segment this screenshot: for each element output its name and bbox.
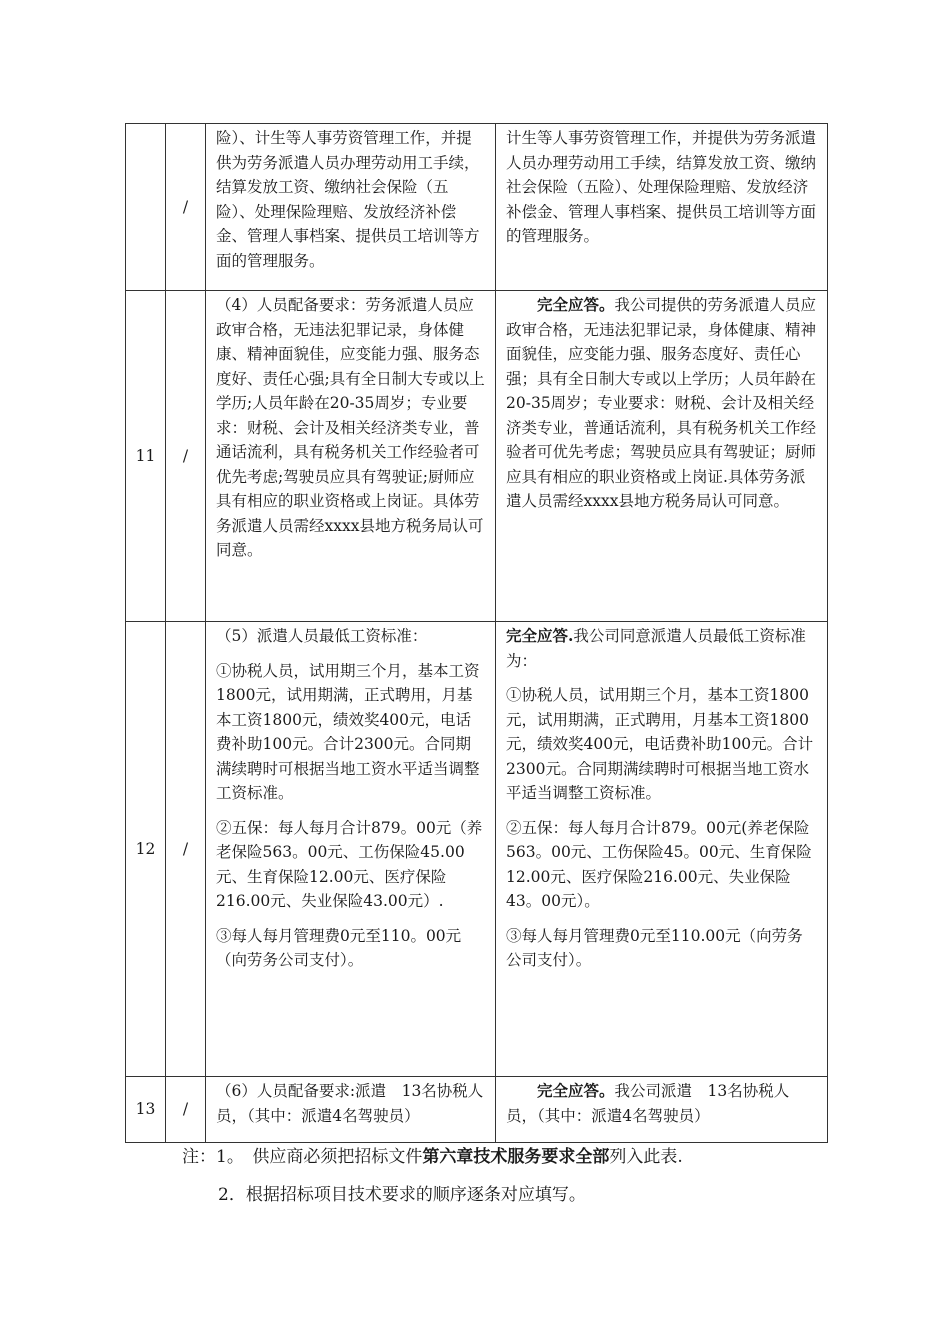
response-text: 我公司派遣 13名协税人员，（其中：派遣4名驾驶员） [506, 1082, 790, 1125]
response-cell [496, 124, 828, 291]
response-text: 我公司同意派遣人员最低工资标准为： [506, 627, 806, 670]
requirement-text: ②五保：每人每月合计879。00元（养老保险563。00元、工伤保险45.00元、生育保险12.00元、医疗保险216.00元、失业保险43.00元）. [216, 818, 483, 910]
response-text: ②五保：每人每月合计879。00元(养老保险563。00元、工伤保险45。00元、生育保险12.00元、医疗保险216.00元、失业保险43。00元）。 [506, 818, 812, 910]
deviation-mark: / [166, 1077, 206, 1143]
row-number: 12 [126, 622, 166, 1077]
requirement-cell [206, 1077, 496, 1143]
response-cell [496, 622, 828, 1077]
table-row [126, 291, 828, 622]
requirement-cell [206, 124, 496, 291]
response-status: 完全应答。 [537, 1081, 615, 1100]
response-text: 计生等人事劳资管理工作，并提供为劳务派遣人员办理劳动用工手续，结算发放工资、缴纳社会保险（五险）、处理保险理赔、发放经济补偿金、管理人事档案、提供员工培训等方面的管理服务。 [506, 129, 817, 245]
table-row [126, 622, 828, 1077]
requirement-text: ①协税人员，试用期三个月，基本工资1800元，试用期满，正式聘用，月基本工资1800元，绩效奖400元，电话费补助100元。合计2300元。合同期满续聘时可根据当地工资水平适当调整工资标准。 [216, 661, 480, 802]
requirement-text: （6）人员配备要求:派遣 13名协税人员，（其中：派遣4名驾驶员） [216, 1082, 484, 1125]
note-1-prefix: 注：1。 供应商必须把招标文件 [182, 1147, 423, 1167]
deviation-mark: / [166, 124, 206, 291]
requirement-text: 险）、计生等人事劳资管理工作，并提供为劳务派遣人员办理劳动用工手续，结算发放工资、缴纳社会保险（五险）、处理保险理赔、发放经济补偿金、管理人事档案、提供员工培训等方面的管理服务。 [216, 129, 480, 270]
row-number: 11 [126, 291, 166, 622]
note-1-emphasis: 第六章技术服务要求全部 [422, 1147, 610, 1167]
tech-response-table [125, 123, 828, 1143]
note-1 [182, 1144, 683, 1170]
deviation-mark: / [166, 291, 206, 622]
note-2: 2．根据招标项目技术要求的顺序逐条对应填写。 [218, 1185, 586, 1205]
response-status: 完全应答。 [537, 295, 615, 314]
deviation-mark: / [166, 622, 206, 1077]
response-text: 我公司提供的劳务派遣人员应政审合格，无违法犯罪记录，身体健康、精神面貌佳，应变能力强、服务态度好、责任心强；具有全日制大专或以上学历；人员年龄在20-35周岁；专业要求：财税、会计及相关经济类专业，普通话流利，具有税务机关工作经验者可优先考虑；驾驶员应具有驾驶证；厨师应具有相应的职业资格或上岗证.具体劳务派遣人员需经xxxx县地方税务局认可同意。 [506, 296, 817, 510]
requirement-text: ③每人每月管理费0元至110。00元（向劳务公司支付）。 [216, 926, 462, 969]
response-cell [496, 291, 828, 622]
table-row [126, 1077, 828, 1143]
response-status: 完全应答. [506, 626, 574, 645]
note-1-suffix: 列入此表. [609, 1147, 683, 1167]
table-notes [182, 1144, 683, 1208]
table-row [126, 124, 828, 291]
response-cell [496, 1077, 828, 1143]
response-text: ①协税人员，试用期三个月，基本工资1800元，试用期满，正式聘用，月基本工资1800元，绩效奖400元，电话费补助100元。合计2300元。合同期满续聘时可根据当地工资水平适当调整工资标准。 [506, 686, 814, 802]
requirement-cell [206, 622, 496, 1077]
requirement-text: （5）派遣人员最低工资标准： [216, 627, 428, 645]
requirement-cell [206, 291, 496, 622]
response-text: ③每人每月管理费0元至110.00元（向劳务公司支付）。 [506, 926, 803, 969]
requirement-text: （4）人员配备要求：劳务派遣人员应政审合格，无违法犯罪记录，身体健康、精神面貌佳，应变能力强、服务态度好、责任心强;具有全日制大专或以上学历;人员年龄在20-35周岁；专业要求：财税、会计及相关经济类专业，普通话流利，具有税务机关工作经验者可优先考虑;驾驶员应具有驾驶证;厨师应具有相应的职业资格或上岗证。具体劳务派遣人员需经xxxx县地方税务局认可同意。 [216, 296, 485, 559]
row-number: 13 [126, 1077, 166, 1143]
row-number [126, 124, 166, 291]
